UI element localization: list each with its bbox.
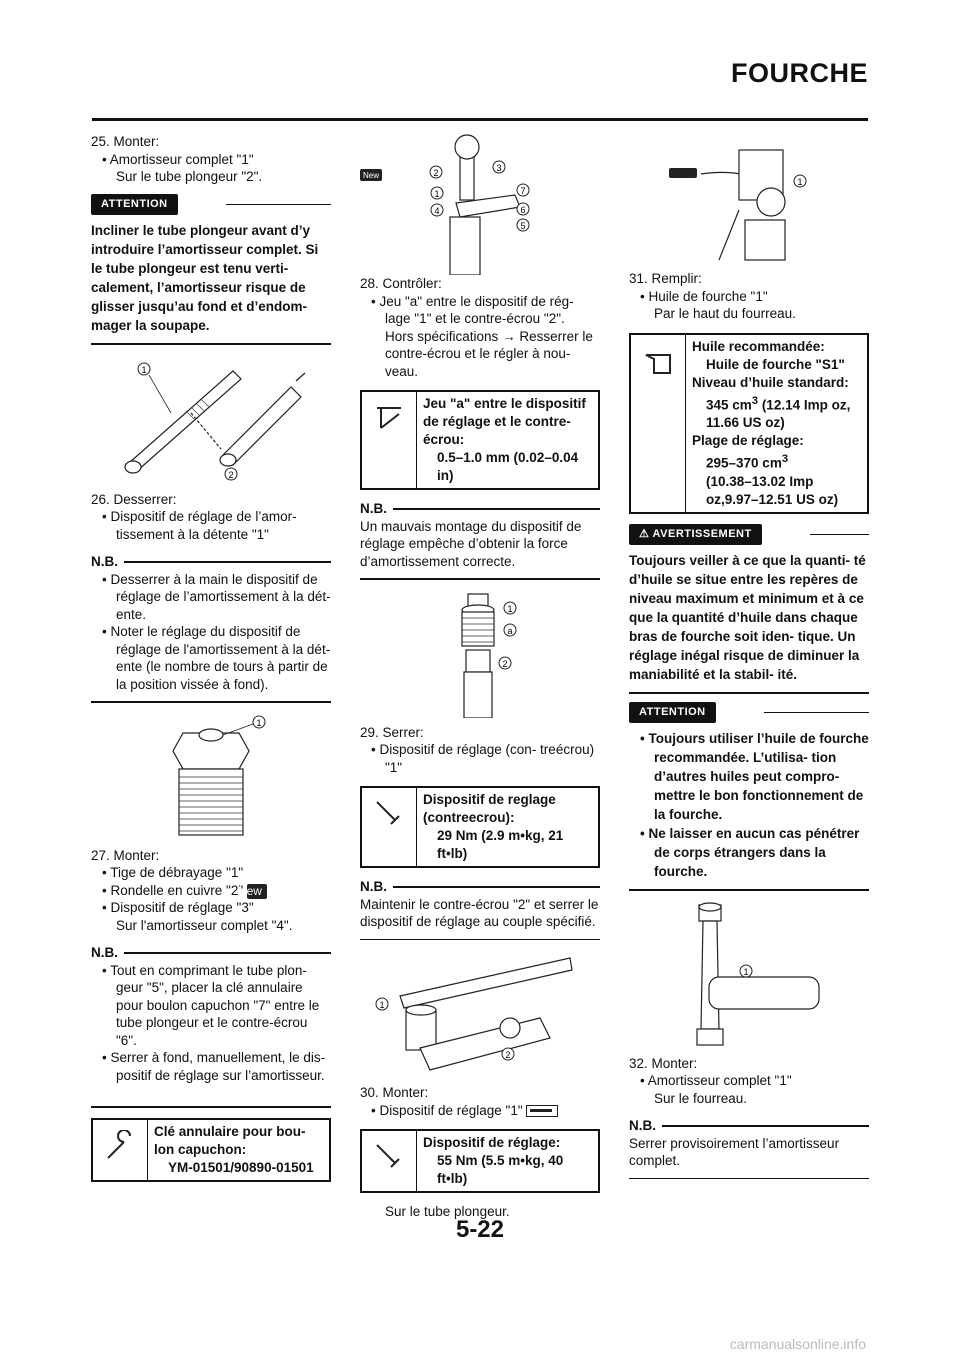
figure-damper-tube (91, 353, 331, 485)
attention-banner (91, 194, 331, 216)
new-badge: New (247, 884, 267, 899)
nb-28-end-rule (360, 578, 600, 580)
step-30-item (360, 1102, 600, 1120)
wrench-icon (93, 1120, 148, 1180)
step-27-item-1: • Tige de débrayage "1" (91, 864, 331, 882)
attention-end-rule (629, 889, 869, 891)
page-title: FOURCHE (731, 58, 868, 88)
warning-tag-text: AVERTISSEMENT (652, 527, 752, 540)
torque-wrench-icon (362, 1131, 417, 1191)
callout-2: 2 (228, 469, 234, 480)
nb-32-text: Serrer provisoirement l’amortisseur complet. (629, 1135, 840, 1168)
attention-item-2: • Ne laisser en aucun cas pénétrer de corps étrangers dans la fourche. (629, 824, 869, 881)
attention-tag: ATTENTION (91, 194, 178, 216)
step-29-item: • Dispositif de réglage (con- treécrou) "1" (360, 741, 600, 776)
callout-1: 1 (379, 1000, 385, 1010)
step-27-location: Sur l'amortisseur complet "4". (116, 917, 293, 933)
figure-adjuster-gap (360, 588, 600, 718)
nb-26-end-rule (91, 701, 331, 703)
step-30-location: Sur le tube plongeur. (385, 1204, 510, 1219)
step-27-item-3: • Dispositif de réglage "3" (91, 899, 331, 917)
callout-1: 1 (256, 717, 262, 728)
nb-32-heading (629, 1117, 869, 1135)
callout-6: 6 (520, 205, 526, 215)
header-rule (92, 118, 868, 121)
callout-3: 3 (496, 163, 502, 173)
oil-can-icon (631, 335, 686, 512)
tool-spec-box (91, 1118, 331, 1182)
step-31-location: Par le haut du fourreau. (654, 306, 796, 321)
step-32-item: • Amortisseur complet "1" (629, 1072, 869, 1090)
nb-29-end-rule (360, 939, 600, 941)
page-number: 5-22 (455, 1216, 505, 1243)
oil-range-conversion: (10.38–13.02 Imp oz,9.97–12.51 US oz) (706, 473, 839, 507)
unit-exponent: 3 (751, 394, 759, 407)
callout-2: 2 (433, 168, 439, 178)
arrow-right-icon: → (502, 328, 516, 344)
attention-banner (629, 702, 869, 724)
locking-agent-icon (526, 1105, 558, 1117)
figure-oil-fill (629, 130, 869, 270)
attention-item-1: • Toujours utiliser l’huile de fourche recommandée. L’utilisa- tion d’autres huiles peut compro- mettre le bon fonctionnement de la fourche. (629, 729, 869, 824)
figure-adjuster-top (91, 711, 331, 841)
oil-spec-box (629, 333, 869, 514)
clearance-spec-value: 0.5–1.0 mm (0.02–0.04 in) (437, 450, 579, 483)
figure-damper-insert (629, 899, 869, 1049)
figure-clearance-check (360, 125, 600, 275)
nb-label: N.B. (360, 879, 387, 894)
attention-tag: ATTENTION (629, 702, 716, 724)
step-32-location: Sur le fourreau. (654, 1090, 748, 1106)
oil-standard-conversion: (12.14 Imp oz, 11.66 US oz) (706, 397, 851, 430)
column-2 (360, 125, 600, 1221)
tool-spec-value: YM-01501/90890-01501 (168, 1159, 314, 1175)
step-26-item: • Dispositif de réglage de l’amor- tissement à la détente "1" (91, 508, 331, 543)
step-27-item-2 (91, 882, 331, 900)
step-31-item: • Huile de fourche "1" (629, 288, 869, 306)
step-27-item-2-text: Rondelle en cuivre "2" (110, 882, 244, 898)
step-28-out-of-spec (360, 328, 600, 381)
callout-7: 7 (520, 186, 526, 196)
out-of-spec-label: Hors spécifications (385, 328, 499, 344)
nb-26-item-2: • Noter le réglage du dispositif de réglage de l'amortissement à la dét- ente (le nombre de tours à partir de la position vissée à fond). (91, 623, 331, 693)
oil-range-value (692, 450, 861, 473)
torque-29-spec-name: Dispositif de reglage (contreecrou): (423, 792, 556, 825)
torque-wrench-icon (362, 788, 417, 866)
footer-watermark: carmanualsonline.info (729, 1336, 866, 1352)
oil-recommended-label: Huile recommandée: (692, 338, 825, 354)
attention-text: Incliner le tube plongeur avant d’y introduire l’amortisseur complet. Si le tube plongeur est tenu verti- calement, l’amortisseur risque de glisser jusqu’au fond et d’endom- mager la soupape. (91, 223, 319, 333)
nb-27-heading (91, 944, 331, 962)
gauge-icon (362, 392, 417, 488)
unit-exponent: 3 (781, 453, 789, 465)
clearance-spec-box (360, 390, 600, 490)
oil-standard-label: Niveau d’huile standard: (692, 374, 849, 390)
callout-2: 2 (505, 1050, 511, 1060)
step-31-heading: 31. Remplir: (629, 271, 702, 286)
nb-27-item-2: • Serrer à fond, manuellement, le dis- positif de réglage sur l’amortisseur. (91, 1049, 331, 1084)
warning-end-rule (629, 692, 869, 694)
nb-27-item-1: • Tout en comprimant le tube plon- geur "5", placer la clé annulaire pour boulon capuchon "7" entre le tube plongeur et le contre-écrou "6". (91, 962, 331, 1050)
callout-1: 1 (507, 603, 513, 614)
nb-label: N.B. (629, 1118, 656, 1133)
nb-32-end-rule (629, 1178, 869, 1180)
nb-26-heading (91, 553, 331, 571)
torque-29-spec-box (360, 786, 600, 868)
oil-standard-value (692, 392, 861, 433)
step-30-heading: 30. Monter: (360, 1085, 429, 1100)
torque-30-spec-name: Dispositif de réglage: (423, 1135, 561, 1150)
callout-1: 1 (141, 364, 147, 375)
new-label: New (362, 171, 380, 180)
nb-label: N.B. (91, 945, 118, 960)
callout-1: 1 (743, 966, 749, 977)
step-30-item-text: Dispositif de réglage "1" (379, 1102, 523, 1118)
torque-30-spec-value: 55 Nm (5.5 m•kg, 40 ft•lb) (437, 1153, 564, 1186)
callout-5: 5 (520, 221, 526, 231)
callout-2: 2 (502, 658, 508, 669)
out-of-spec-action: Resserrer le contre-écrou et le régler à nou- veau. (385, 328, 593, 379)
nb-label: N.B. (360, 501, 387, 516)
warning-banner (629, 524, 869, 546)
tool-spec-name: Clé annulaire pour bou- lon capuchon: (154, 1123, 306, 1157)
warning-tag: ⚠ AVERTISSEMENT (629, 524, 762, 546)
oil-range-label: Plage de réglage: (692, 433, 804, 448)
step-27-heading: 27. Monter: (91, 847, 160, 863)
callout-1: 1 (434, 189, 440, 199)
oil-standard-amount: 345 cm (706, 397, 752, 412)
step-25-location: Sur le tube plongeur "2". (116, 169, 263, 184)
step-26-heading: 26. Desserrer: (91, 491, 177, 507)
nb-26-item-1: • Desserrer à la main le dispositif de réglage de l’amortissement à la dét- ente. (91, 571, 331, 624)
torque-29-spec-value: 29 Nm (2.9 m•kg, 21 ft•lb) (437, 828, 564, 861)
step-28-item: • Jeu "a" entre le dispositif de rég- lage "1" et le contre-écrou "2". (360, 293, 600, 328)
figure-torque-wrench (360, 948, 600, 1078)
column-3 (629, 130, 869, 1187)
nb-29-heading (360, 878, 600, 896)
step-29-heading: 29. Serrer: (360, 724, 424, 740)
callout-a: a (507, 625, 513, 636)
nb-28-heading (360, 500, 600, 518)
step-25-heading: 25. Monter: (91, 134, 160, 149)
clearance-spec-name: Jeu "a" entre le dispositif de réglage et le contre- écrou: (423, 396, 586, 447)
step-25-item: • Amortisseur complet "1" (91, 151, 331, 169)
callout-1: 1 (797, 177, 803, 187)
column-1 (91, 133, 331, 1192)
step-32-heading: 32. Monter: (629, 1055, 698, 1071)
warning-text: Toujours veiller à ce que la quanti- té d’huile se situe entre les repères de niveau maximum et minimum et à ce que la quantité d’huile dans chaque bras de fourche soit iden- tique. Un réglage inégal risque de diminuer la maniabilité et la stabil- ité. (629, 553, 866, 682)
nb-label: N.B. (91, 554, 118, 569)
oil-range-amount: 295–370 cm (706, 455, 782, 471)
nb-28-text: Un mauvais montage du dispositif de réglage empêche d’obtenir la force d’amortissement correcte. (360, 518, 582, 569)
callout-4: 4 (434, 206, 440, 216)
nb-29-text: Maintenir le contre-écrou "2" et serrer le dispositif de réglage au couple spécifié. (360, 896, 599, 929)
torque-30-spec-box (360, 1129, 600, 1193)
nb-27-end-rule (91, 1106, 331, 1108)
oil-recommended-value: Huile de fourche "S1" (706, 356, 845, 372)
step-28-heading: 28. Contrôler: (360, 276, 442, 291)
attention-end-rule (91, 343, 331, 345)
